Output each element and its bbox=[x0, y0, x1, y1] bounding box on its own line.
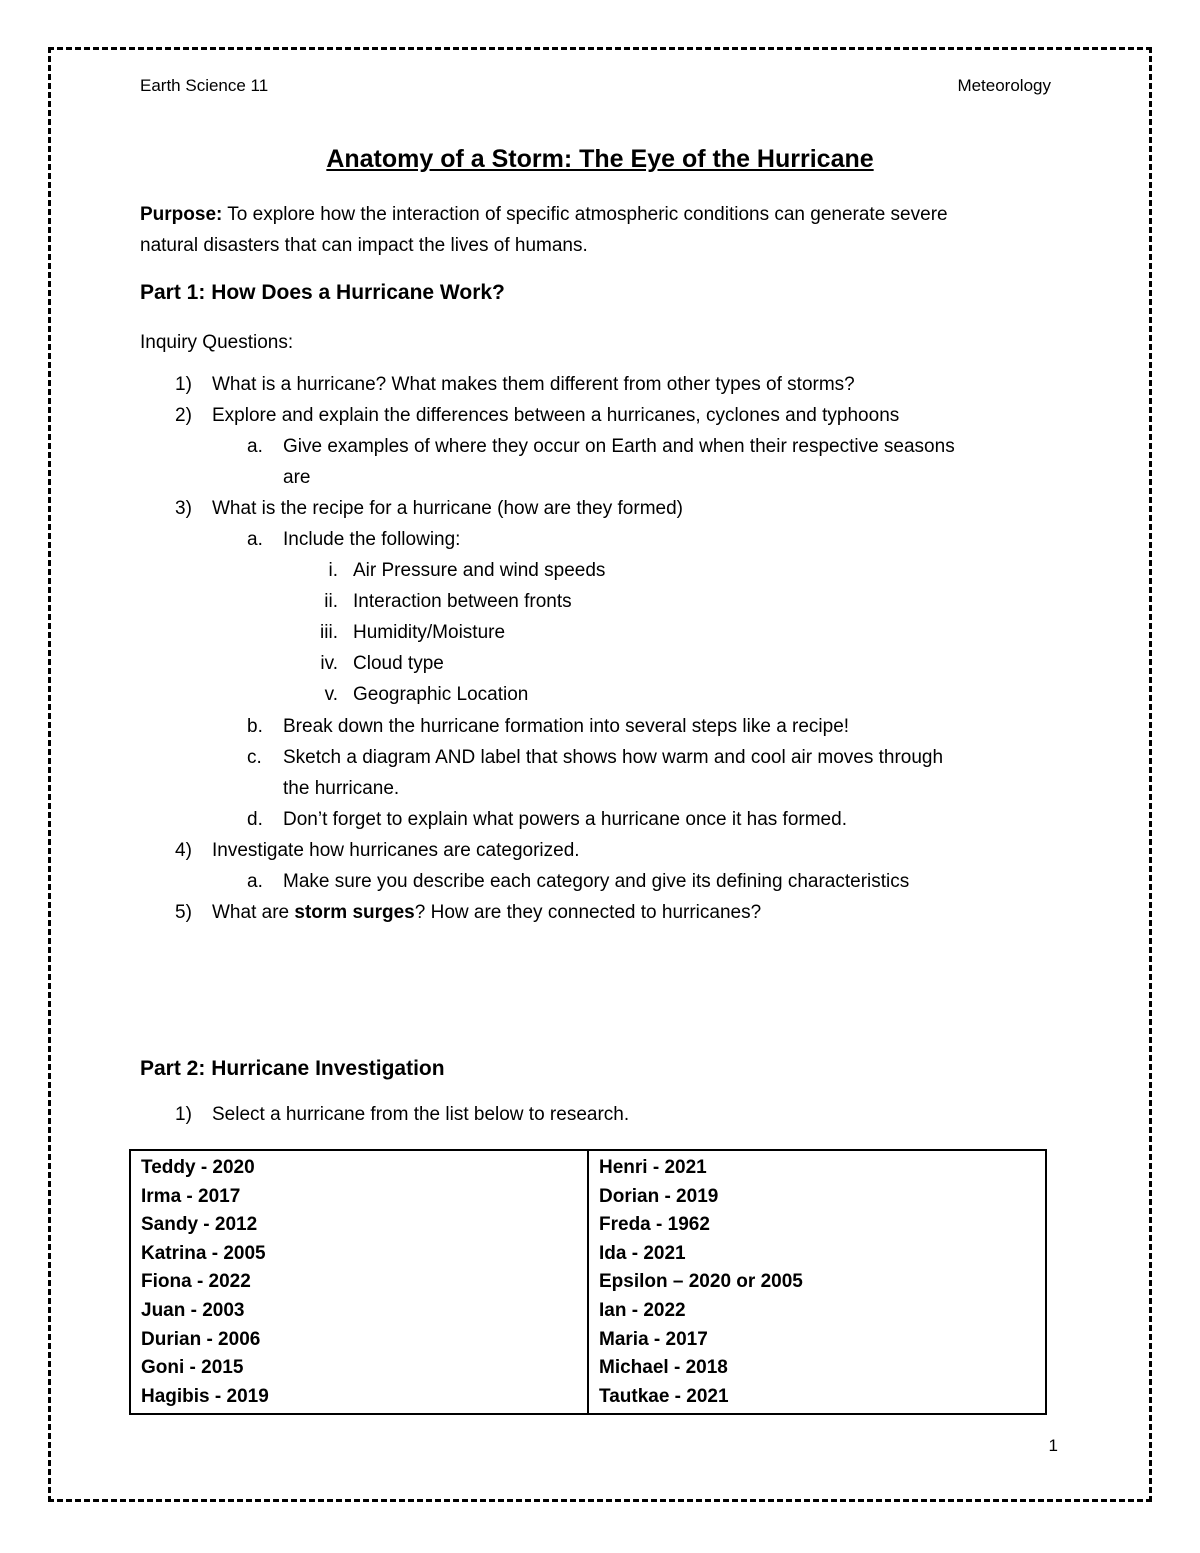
purpose-line-1 bbox=[140, 199, 948, 230]
hurricane-option: Katrina - 2005 bbox=[141, 1242, 266, 1264]
hurricane-option: Goni - 2015 bbox=[141, 1357, 244, 1379]
hurricane-list-table bbox=[129, 1149, 1047, 1415]
q5-text-pre: What are bbox=[212, 902, 295, 923]
q2-number: 2) bbox=[175, 405, 192, 426]
q3a-i-numeral: i. bbox=[328, 560, 338, 581]
hurricane-column-left bbox=[130, 1150, 588, 1414]
hurricane-option: Epsilon – 2020 or 2005 bbox=[599, 1271, 803, 1293]
q3a-iii-numeral: iii. bbox=[320, 622, 338, 643]
hurricane-option: Sandy - 2012 bbox=[141, 1214, 258, 1236]
q3b-text: Break down the hurricane formation into several steps like a recipe! bbox=[283, 716, 850, 737]
part2-q1-number: 1) bbox=[175, 1104, 192, 1125]
q3a-ii-numeral: ii. bbox=[324, 591, 338, 612]
hurricane-option: Tautkae - 2021 bbox=[599, 1385, 729, 1407]
hurricane-column-right bbox=[588, 1150, 1046, 1414]
q3-number: 3) bbox=[175, 498, 192, 519]
purpose-label: Purpose: bbox=[140, 204, 223, 225]
q3a-v-numeral: v. bbox=[324, 684, 338, 705]
header-unit: Meteorology bbox=[957, 76, 1051, 95]
q3c-text-2: the hurricane. bbox=[283, 778, 400, 799]
q5-text bbox=[212, 902, 761, 924]
q1-text: What is a hurricane? What makes them different from other types of storms? bbox=[212, 374, 855, 395]
part2-q1-text: Select a hurricane from the list below to research. bbox=[212, 1104, 630, 1125]
q3a-iv-numeral: iv. bbox=[320, 653, 338, 674]
q2a-text-1: Give examples of where they occur on Earth and when their respective seasons bbox=[283, 436, 955, 457]
hurricane-option: Fiona - 2022 bbox=[141, 1271, 251, 1293]
hurricane-option: Ida - 2021 bbox=[599, 1242, 686, 1264]
q2a-letter: a. bbox=[247, 436, 263, 457]
q4a-letter: a. bbox=[247, 871, 263, 892]
q3a-iv-text: Cloud type bbox=[353, 653, 444, 674]
q3a-ii-text: Interaction between fronts bbox=[353, 591, 572, 612]
q3c-letter: c. bbox=[247, 747, 262, 768]
q3a-text: Include the following: bbox=[283, 529, 461, 550]
hurricane-option: Henri - 2021 bbox=[599, 1157, 707, 1178]
document-title: Anatomy of a Storm: The Eye of the Hurricane bbox=[326, 145, 874, 173]
hurricane-option: Hagibis - 2019 bbox=[141, 1385, 269, 1407]
q1-number: 1) bbox=[175, 374, 192, 395]
q3c-text-1: Sketch a diagram AND label that shows how warm and cool air moves through bbox=[283, 747, 944, 768]
q2a-text-2: are bbox=[283, 467, 311, 488]
hurricane-option: Dorian - 2019 bbox=[599, 1185, 719, 1207]
hurricane-option: Teddy - 2020 bbox=[141, 1157, 255, 1178]
purpose-line-2: natural disasters that can impact the lives of humans. bbox=[140, 235, 588, 256]
hurricane-option: Ian - 2022 bbox=[599, 1299, 686, 1321]
header-course: Earth Science 11 bbox=[140, 76, 269, 95]
page-number: 1 bbox=[1048, 1436, 1058, 1455]
q3b-letter: b. bbox=[247, 716, 263, 737]
q5-storm-surges: storm surges bbox=[294, 902, 415, 923]
purpose-text-1: To explore how the interaction of specific atmospheric conditions can generate severe bbox=[222, 204, 948, 225]
q5-text-post: ? How are they connected to hurricanes? bbox=[414, 902, 762, 923]
q5-number: 5) bbox=[175, 902, 192, 923]
q4-number: 4) bbox=[175, 840, 192, 861]
part1-heading: Part 1: How Does a Hurricane Work? bbox=[140, 281, 505, 304]
q3d-letter: d. bbox=[247, 809, 263, 830]
hurricane-option: Juan - 2003 bbox=[141, 1299, 245, 1321]
q3a-iii-text: Humidity/Moisture bbox=[353, 622, 506, 643]
q3a-v-text: Geographic Location bbox=[353, 684, 529, 705]
hurricane-option: Michael - 2018 bbox=[599, 1357, 728, 1379]
hurricane-option: Irma - 2017 bbox=[141, 1185, 241, 1207]
hurricane-option: Maria - 2017 bbox=[599, 1328, 708, 1350]
q4-text: Investigate how hurricanes are categorized. bbox=[212, 840, 580, 861]
q2-text: Explore and explain the differences between a hurricanes, cyclones and typhoons bbox=[212, 405, 900, 426]
q4a-text: Make sure you describe each category and give its defining characteristics bbox=[283, 871, 910, 892]
hurricane-option: Durian - 2006 bbox=[141, 1328, 261, 1350]
part2-heading: Part 2: Hurricane Investigation bbox=[140, 1057, 445, 1080]
q3-text: What is the recipe for a hurricane (how are they formed) bbox=[212, 498, 683, 519]
q3a-letter: a. bbox=[247, 529, 263, 550]
hurricane-option: Freda - 1962 bbox=[599, 1214, 710, 1236]
q3a-i-text: Air Pressure and wind speeds bbox=[353, 560, 606, 581]
inquiry-questions-label: Inquiry Questions: bbox=[140, 332, 294, 353]
q3d-text: Don’t forget to explain what powers a hurricane once it has formed. bbox=[283, 809, 847, 830]
